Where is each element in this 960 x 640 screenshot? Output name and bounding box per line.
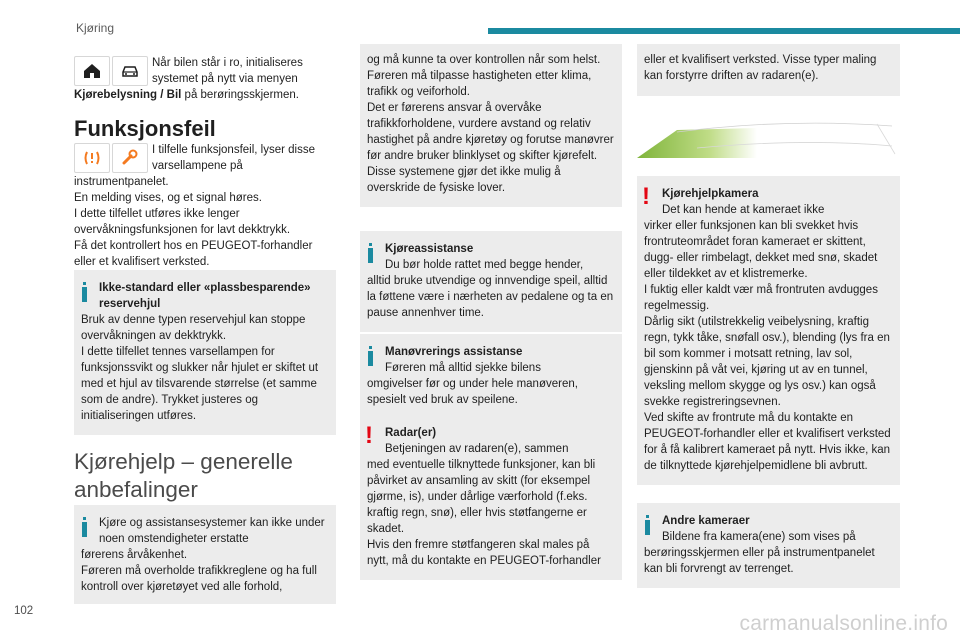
box-line: alltid bruke utvendige og innvendige speil, alltid la føttene være i nærheten av pedalene og ta en pause annenhver time. [367,275,614,319]
warning-exclamation-icon: ! [642,183,650,210]
box-line: Dårlig sikt (utilstrekkelig veibelysning, kraftig regn, tykk tåke, snøfall osv.), blending (lys fra en bil som kommer i motsatt retning, lav sol, gjenskinn på våt vei, kjøring ut av en tunnel, veksling mellom skygge og lys osv.) kan også svekke registreringsevnen. [644,316,890,408]
info-box-spare-wheel [74,270,336,435]
box-title: Andre kameraer [662,515,750,527]
section-illustration-bar [637,118,900,158]
running-header: Kjøring [76,21,115,35]
box-first-line: Det kan hende at kameraet ikke [662,204,825,216]
box-title: Ikke-standard eller «plassbesparende» reservehjul [99,282,311,310]
box-title: Kjørehjelpkamera [662,188,759,200]
box-title: Manøvrerings assistanse [385,346,523,358]
car-settings-icon [112,56,148,86]
heading-kjorehjelp: Kjørehjelp – generelle anbefalinger [74,449,293,502]
info-box-driver-assist [74,505,336,604]
box-title: Radar(er) [385,427,437,439]
page-number: 102 [14,605,34,617]
info-box-manovrering [360,334,622,419]
header-accent-bar [488,28,960,34]
box-line: Hvis den fremre støtfangeren skal males på nytt, må du kontakte en PEUGEOT-forhandler [367,539,601,567]
fault-float-text: I tilfelle funksjonsfeil, lyser disse varsellampene på [152,144,315,172]
box-first-line: Du bør holde rattet med begge hender, [385,259,584,271]
box-continuation [637,44,900,96]
box-first-line: Bildene fra kamera(ene) som vises på [662,531,856,543]
info-icon [80,517,89,539]
box-line: og må kunne ta over kontrollen når som helst. Føreren må tilpasse hastigheten etter klima, trafikk og veiforhold. [367,54,601,98]
box-line: virker eller funksjonen kan bli svekket hvis frontruteområdet foran kameraet er skittent, dugg- eller rimbelagt, dekket med snø, skadet eller tildekket av et klistremerke. [644,220,878,280]
box-line: Det er førerens ansvar å overvåke trafikkforholdene, vurdere avstand og relativ hastighet på andre kjøretøy og forutse manøvrer før andre bruker blinklyset og skifter kjørefelt. [367,102,614,162]
box-line: Disse systemene gjør det ikke mulig å overskride de fysiske lover. [367,166,561,194]
reinit-text: Når bilen står i ro, initialiseres systemet på nytt via menyen [152,57,303,85]
box-line: med eventuelle tilknyttede funksjoner, kan bli påvirket av ansamling av skitt (for eksempel gjørme, is), under dårlige værforhold (f.eks. kraftig regn, snø), eller hvis støtfangerne er skadet. [367,459,596,535]
info-box-kjoreassistanse [360,231,622,332]
fault-line: En melding vises, og et signal høres. [74,192,262,204]
box-line: omgivelser før og under hele manøveren, spesielt ved bruk av speilene. [367,378,578,406]
box-line: I fuktig eller kaldt vær må frontruten avdugges regelmessig. [644,284,878,312]
watermark: carmanualsonline.info [739,612,948,635]
warning-box-radar [360,415,622,580]
info-icon [366,243,375,265]
info-box-andre-kameraer [637,503,900,588]
info-icon [80,282,89,304]
heading-funksjonsfeil: Funksjonsfeil [74,116,216,141]
box-line: eller et kvalifisert verksted. Visse typer maling kan forstyrre driften av radaren(e). [644,54,877,82]
box-first-line: Kjøre og assistansesystemer kan ikke under noen omstendigheter erstatte [99,517,325,545]
service-wrench-icon [112,143,148,173]
fault-rest-text: instrumentpanelet. [74,176,169,188]
home-icon [74,56,110,86]
warning-exclamation-icon: ! [365,422,373,449]
reinit-menu-name: Kjørebelysning / Bil [74,89,182,101]
fault-paragraph [74,142,336,270]
box-title: Kjøreassistanse [385,243,474,255]
reinit-tail: på berøringsskjermen. [181,89,299,101]
box-continuation [360,44,622,207]
windscreen-outline-graphic [637,118,900,158]
tyre-pressure-warning-icon [74,143,110,173]
box-line: I dette tilfellet tennes varsellampen for funksjonssvikt og slukker når hjulet er skiftet ut med et hjul av tilsvarende størrelse (et samme som de andre). Trykket justeres og initialiseringen utføres. [81,346,319,422]
reinit-paragraph [74,55,336,103]
box-line: berøringsskjermen eller på instrumentpanelet kan bli forvrengt av terrenget. [644,547,875,575]
fault-line: I dette tilfellet utføres ikke lenger overvåkningsfunksjonen for lavt dekktrykk. [74,208,291,236]
warning-box-kamera [637,176,900,485]
box-line: Ved skifte av frontrute må du kontakte en PEUGEOT-forhandler eller et kvalifisert verksted for å få kalibrert kameraet på nytt. Hvis ikke, kan de tilknyttede kjørehjelpemidlene bli avbrutt. [644,412,891,472]
box-first-line: Betjeningen av radaren(e), sammen [385,443,569,455]
box-line: Føreren må overholde trafikkreglene og ha full kontroll over kjøretøyet ved alle forhold, [81,565,317,593]
fault-line: Få det kontrollert hos en PEUGEOT-forhandler eller et kvalifisert verksted. [74,240,313,268]
box-line: førerens årvåkenhet. [81,549,188,561]
info-icon [643,515,652,537]
info-icon [366,346,375,368]
box-first-line: Føreren må alltid sjekke bilens [385,362,541,374]
box-line: Bruk av denne typen reservehjul kan stoppe overvåkningen av dekktrykk. [81,314,306,342]
